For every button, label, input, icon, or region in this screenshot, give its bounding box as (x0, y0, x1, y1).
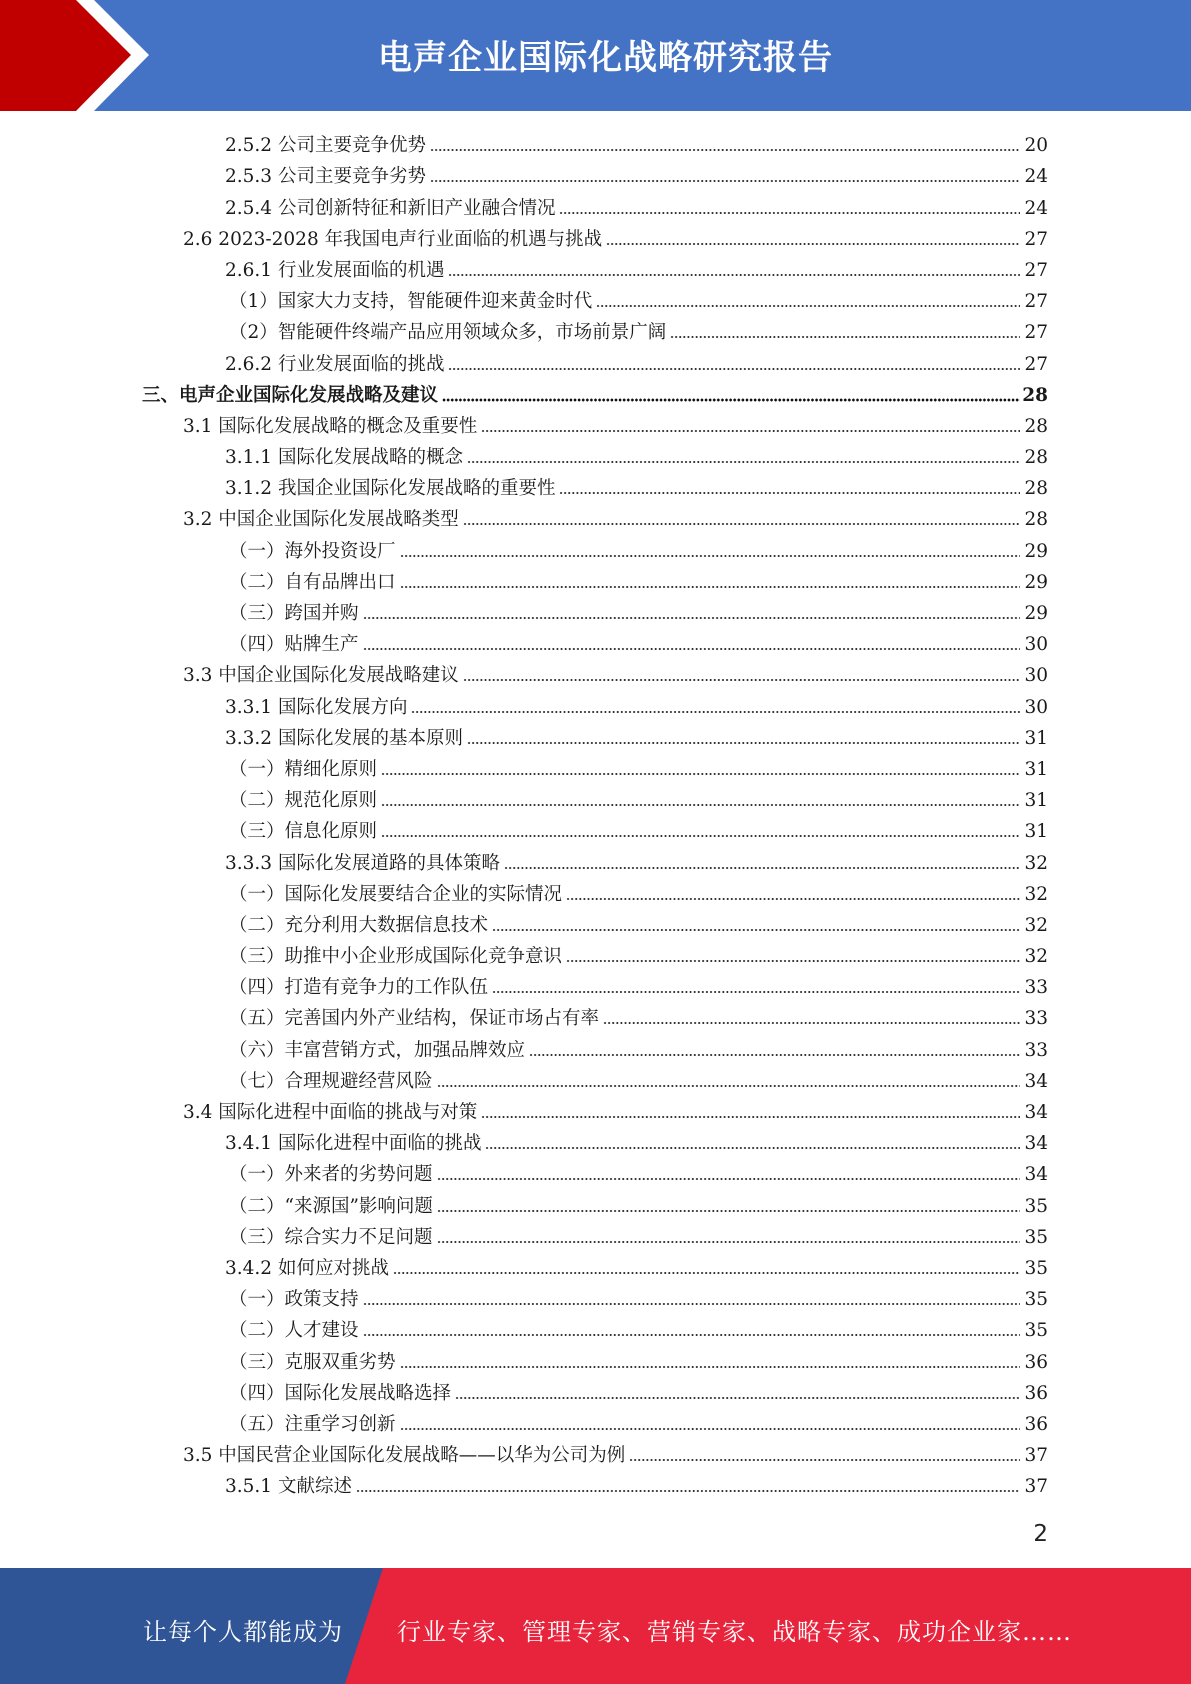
toc-entry-page: 31 (1024, 821, 1048, 843)
toc-entry-title: （一）政策支持 (229, 1289, 359, 1311)
toc-dot-leader (448, 272, 1020, 278)
toc-entry-page: 35 (1024, 1226, 1048, 1248)
toc-entry-title: 3.5.1 文献综述 (225, 1476, 352, 1498)
toc-entry-title: 2.6 2023-2028 年我国电声行业面临的机遇与挑战 (183, 228, 603, 250)
toc-dot-leader (437, 1208, 1020, 1214)
toc-entry[interactable] (0, 1031, 1191, 1062)
toc-entry[interactable] (0, 501, 1191, 532)
toc-entry-page: 27 (1024, 259, 1048, 281)
toc-dot-leader (467, 740, 1020, 746)
toc-entry[interactable] (0, 532, 1191, 563)
toc-entry-page: 37 (1024, 1476, 1048, 1498)
toc-dot-leader (481, 428, 1020, 434)
toc-entry-title: （七）合理规避经营风险 (229, 1070, 433, 1092)
toc-dot-leader (381, 771, 1020, 777)
page-header (0, 0, 1191, 111)
toc-dot-leader (363, 615, 1020, 621)
footer-slogan-right: 行业专家、管理专家、营销专家、战略专家、成功企业家…… (397, 1618, 1072, 1646)
toc-dot-leader (437, 1239, 1020, 1245)
toc-dot-leader (467, 459, 1020, 465)
toc-entry[interactable] (0, 439, 1191, 470)
toc-entry-title: 3.4.1 国际化进程中面临的挑战 (225, 1133, 482, 1155)
toc-entry-title: （四）打造有竞争力的工作队伍 (229, 977, 489, 999)
toc-entry[interactable] (0, 782, 1191, 813)
toc-entry[interactable] (0, 189, 1191, 220)
toc-entry-title: （六）丰富营销方式，加强品牌效应 (229, 1039, 526, 1061)
toc-entry-page: 31 (1024, 727, 1048, 749)
toc-entry-title: 3.3.2 国际化发展的基本原则 (225, 727, 463, 749)
toc-dot-leader (437, 1083, 1020, 1089)
toc-entry-page: 28 (1024, 478, 1048, 500)
toc-entry-title: 2.6.2 行业发展面临的挑战 (225, 353, 445, 375)
toc-entry-title: （二）规范化原则 (229, 790, 378, 812)
toc-dot-leader (381, 802, 1020, 808)
toc-entry[interactable] (0, 377, 1191, 408)
toc-dot-leader (596, 303, 1020, 309)
toc-dot-leader (559, 210, 1020, 216)
toc-entry-title: （1）国家大力支持，智能硬件迎来黄金时代 (229, 291, 593, 313)
toc-entry-title: 3.1.2 我国企业国际化发展战略的重要性 (225, 478, 556, 500)
toc-entry[interactable] (0, 345, 1191, 376)
toc-entry-title: 2.6.1 行业发展面临的机遇 (225, 259, 445, 281)
toc-entry[interactable] (0, 1094, 1191, 1125)
toc-entry-title: （一）精细化原则 (229, 758, 378, 780)
toc-entry-page: 37 (1024, 1445, 1048, 1467)
toc-entry[interactable] (0, 1219, 1191, 1250)
toc-entry-title: 3.5 中国民营企业国际化发展战略——以华为公司为例 (183, 1445, 626, 1467)
toc-entry-title: 2.5.4 公司创新特征和新旧产业融合情况 (225, 197, 556, 219)
toc-entry-title: （四）国际化发展战略选择 (229, 1382, 452, 1404)
toc-entry-page: 29 (1024, 540, 1048, 562)
toc-dot-leader (442, 397, 1020, 403)
toc-dot-leader (430, 147, 1020, 153)
toc-entry-page: 20 (1024, 135, 1048, 157)
toc-entry-page: 28 (1024, 415, 1048, 437)
toc-entry-page: 24 (1024, 166, 1048, 188)
page-number: 2 (1033, 1521, 1048, 1547)
toc-entry-title: 3.4 国际化进程中面临的挑战与对策 (183, 1102, 478, 1123)
toc-entry-page: 34 (1024, 1133, 1048, 1155)
toc-entry[interactable] (0, 1000, 1191, 1031)
toc-dot-leader (492, 927, 1020, 933)
toc-entry-page: 33 (1024, 1008, 1048, 1030)
toc-entry-title: 3.4.2 如何应对挑战 (225, 1257, 389, 1279)
toc-entry[interactable] (0, 813, 1191, 844)
toc-entry[interactable] (0, 1156, 1191, 1187)
toc-entry-title: 3.1 国际化发展战略的概念及重要性 (183, 415, 478, 437)
toc-dot-leader (566, 896, 1020, 902)
toc-entry-page: 32 (1024, 852, 1048, 874)
toc-entry-page: 29 (1024, 571, 1048, 593)
toc-dot-leader (492, 989, 1020, 995)
toc-entry-page: 32 (1024, 883, 1048, 905)
toc-entry-page: 27 (1024, 291, 1048, 313)
toc-entry-page: 27 (1024, 228, 1048, 250)
toc-dot-leader (400, 1364, 1020, 1370)
toc-entry[interactable] (0, 1063, 1191, 1094)
toc-entry-title: （2）智能硬件终端产品应用领域众多，市场前景广阔 (229, 322, 667, 344)
toc-entry-page: 29 (1024, 603, 1048, 624)
toc-entry[interactable] (0, 1406, 1191, 1437)
toc-entry-page: 28 (1022, 384, 1048, 406)
toc-dot-leader (363, 1332, 1020, 1338)
toc-entry[interactable] (0, 1437, 1191, 1468)
toc-dot-leader (381, 833, 1020, 839)
toc-dot-leader (463, 521, 1020, 527)
toc-entry[interactable] (0, 595, 1191, 626)
toc-entry-title: （三）跨国并购 (229, 603, 359, 624)
toc-entry-page: 35 (1024, 1320, 1048, 1342)
toc-entry[interactable] (0, 564, 1191, 595)
toc-entry-title: 3.2 中国企业国际化发展战略类型 (183, 509, 459, 531)
toc-entry-page: 35 (1024, 1289, 1048, 1311)
toc-entry-title: （三）综合实力不足问题 (229, 1226, 433, 1248)
table-of-contents (0, 127, 1191, 1499)
toc-entry-page: 34 (1024, 1102, 1048, 1123)
toc-entry-page: 34 (1024, 1164, 1048, 1186)
page-footer (0, 1568, 1191, 1684)
toc-dot-leader (481, 1114, 1020, 1120)
toc-dot-leader (363, 646, 1020, 652)
toc-dot-leader (529, 1052, 1020, 1058)
toc-entry[interactable] (0, 844, 1191, 875)
toc-entry[interactable] (0, 1375, 1191, 1406)
toc-entry-page: 33 (1024, 1039, 1048, 1061)
toc-entry-page: 32 (1024, 946, 1048, 968)
toc-dot-leader (670, 334, 1020, 340)
toc-dot-leader (559, 490, 1020, 496)
toc-entry-title: （四）贴牌生产 (229, 634, 359, 656)
toc-dot-leader (356, 1488, 1020, 1494)
toc-dot-leader (400, 1426, 1020, 1432)
toc-entry-title: （二）“来源国”影响问题 (229, 1195, 433, 1217)
toc-dot-leader (393, 1270, 1020, 1276)
toc-entry-page: 30 (1024, 665, 1048, 687)
toc-entry-title: 3.1.1 国际化发展战略的概念 (225, 447, 463, 469)
toc-entry-title: （一）海外投资设厂 (229, 540, 396, 562)
toc-dot-leader (566, 958, 1020, 964)
toc-entry[interactable] (0, 1468, 1191, 1499)
toc-entry[interactable] (0, 127, 1191, 158)
toc-entry-page: 36 (1024, 1413, 1048, 1435)
toc-entry[interactable] (0, 907, 1191, 938)
toc-entry-page: 28 (1024, 447, 1048, 469)
toc-entry-page: 35 (1024, 1257, 1048, 1279)
toc-entry[interactable] (0, 938, 1191, 969)
toc-entry-title: （五）完善国内外产业结构，保证市场占有率 (229, 1008, 600, 1030)
toc-entry-title: （二）自有品牌出口 (229, 571, 396, 593)
toc-dot-leader (437, 1176, 1020, 1182)
toc-entry[interactable] (0, 969, 1191, 1000)
toc-entry[interactable] (0, 314, 1191, 345)
toc-entry[interactable] (0, 408, 1191, 439)
toc-entry[interactable] (0, 221, 1191, 252)
toc-entry-page: 36 (1024, 1351, 1048, 1373)
report-title: 电声企业国际化战略研究报告 (378, 38, 833, 78)
toc-entry[interactable] (0, 283, 1191, 314)
toc-entry-title: 3.3 中国企业国际化发展战略建议 (183, 665, 459, 687)
toc-dot-leader (455, 1395, 1020, 1401)
toc-entry-title: （一）外来者的劣势问题 (229, 1164, 433, 1186)
toc-dot-leader (411, 709, 1020, 715)
toc-dot-leader (430, 178, 1020, 184)
toc-dot-leader (606, 241, 1020, 247)
toc-entry-page: 28 (1024, 509, 1048, 531)
toc-entry[interactable] (0, 1187, 1191, 1218)
toc-dot-leader (448, 366, 1020, 372)
toc-entry-page: 31 (1024, 790, 1048, 812)
toc-entry-page: 36 (1024, 1382, 1048, 1404)
toc-entry-title: （二）人才建设 (229, 1320, 359, 1342)
toc-entry-page: 27 (1024, 322, 1048, 344)
toc-dot-leader (463, 677, 1020, 683)
toc-entry[interactable] (0, 252, 1191, 283)
toc-dot-leader (629, 1457, 1020, 1463)
toc-entry[interactable] (0, 470, 1191, 501)
toc-entry-title: （三）助推中小企业形成国际化竞争意识 (229, 946, 563, 968)
toc-entry-page: 31 (1024, 758, 1048, 780)
toc-entry-page: 30 (1024, 634, 1048, 656)
toc-entry[interactable] (0, 1281, 1191, 1312)
toc-entry-title: （三）克服双重劣势 (229, 1351, 396, 1373)
toc-entry[interactable] (0, 720, 1191, 751)
toc-entry-title: 3.3.3 国际化发展道路的具体策略 (225, 852, 500, 874)
toc-entry[interactable] (0, 626, 1191, 657)
toc-entry-page: 34 (1024, 1070, 1048, 1092)
toc-entry-title: （三）信息化原则 (229, 821, 378, 843)
toc-entry-page: 35 (1024, 1195, 1048, 1217)
toc-dot-leader (603, 1020, 1020, 1026)
toc-entry-page: 30 (1024, 696, 1048, 718)
footer-slogan-left: 让每个人都能成为 (143, 1618, 343, 1646)
toc-entry[interactable] (0, 1250, 1191, 1281)
toc-entry[interactable] (0, 876, 1191, 907)
toc-entry-page: 27 (1024, 353, 1048, 375)
toc-entry[interactable] (0, 688, 1191, 719)
toc-entry[interactable] (0, 657, 1191, 688)
toc-entry-page: 24 (1024, 197, 1048, 219)
toc-dot-leader (485, 1145, 1020, 1151)
toc-dot-leader (363, 1301, 1020, 1307)
toc-dot-leader (504, 865, 1020, 871)
toc-entry-title: （五）注重学习创新 (229, 1413, 396, 1435)
toc-entry[interactable] (0, 158, 1191, 189)
toc-entry-title: （一）国际化发展要结合企业的实际情况 (229, 883, 563, 905)
toc-entry-page: 33 (1024, 977, 1048, 999)
toc-entry-title: （二）充分利用大数据信息技术 (229, 914, 489, 936)
toc-entry-title: 3.3.1 国际化发展方向 (225, 696, 408, 718)
toc-entry-title: 2.5.2 公司主要竞争优势 (225, 135, 426, 157)
toc-entry[interactable] (0, 1125, 1191, 1156)
toc-entry-page: 32 (1024, 914, 1048, 936)
toc-entry-title: 2.5.3 公司主要竞争劣势 (225, 166, 426, 188)
toc-entry[interactable] (0, 1343, 1191, 1374)
toc-dot-leader (400, 584, 1020, 590)
toc-dot-leader (400, 553, 1020, 559)
toc-entry-title: 三、电声企业国际化发展战略及建议 (142, 384, 439, 406)
toc-entry[interactable] (0, 1312, 1191, 1343)
toc-entry[interactable] (0, 751, 1191, 782)
